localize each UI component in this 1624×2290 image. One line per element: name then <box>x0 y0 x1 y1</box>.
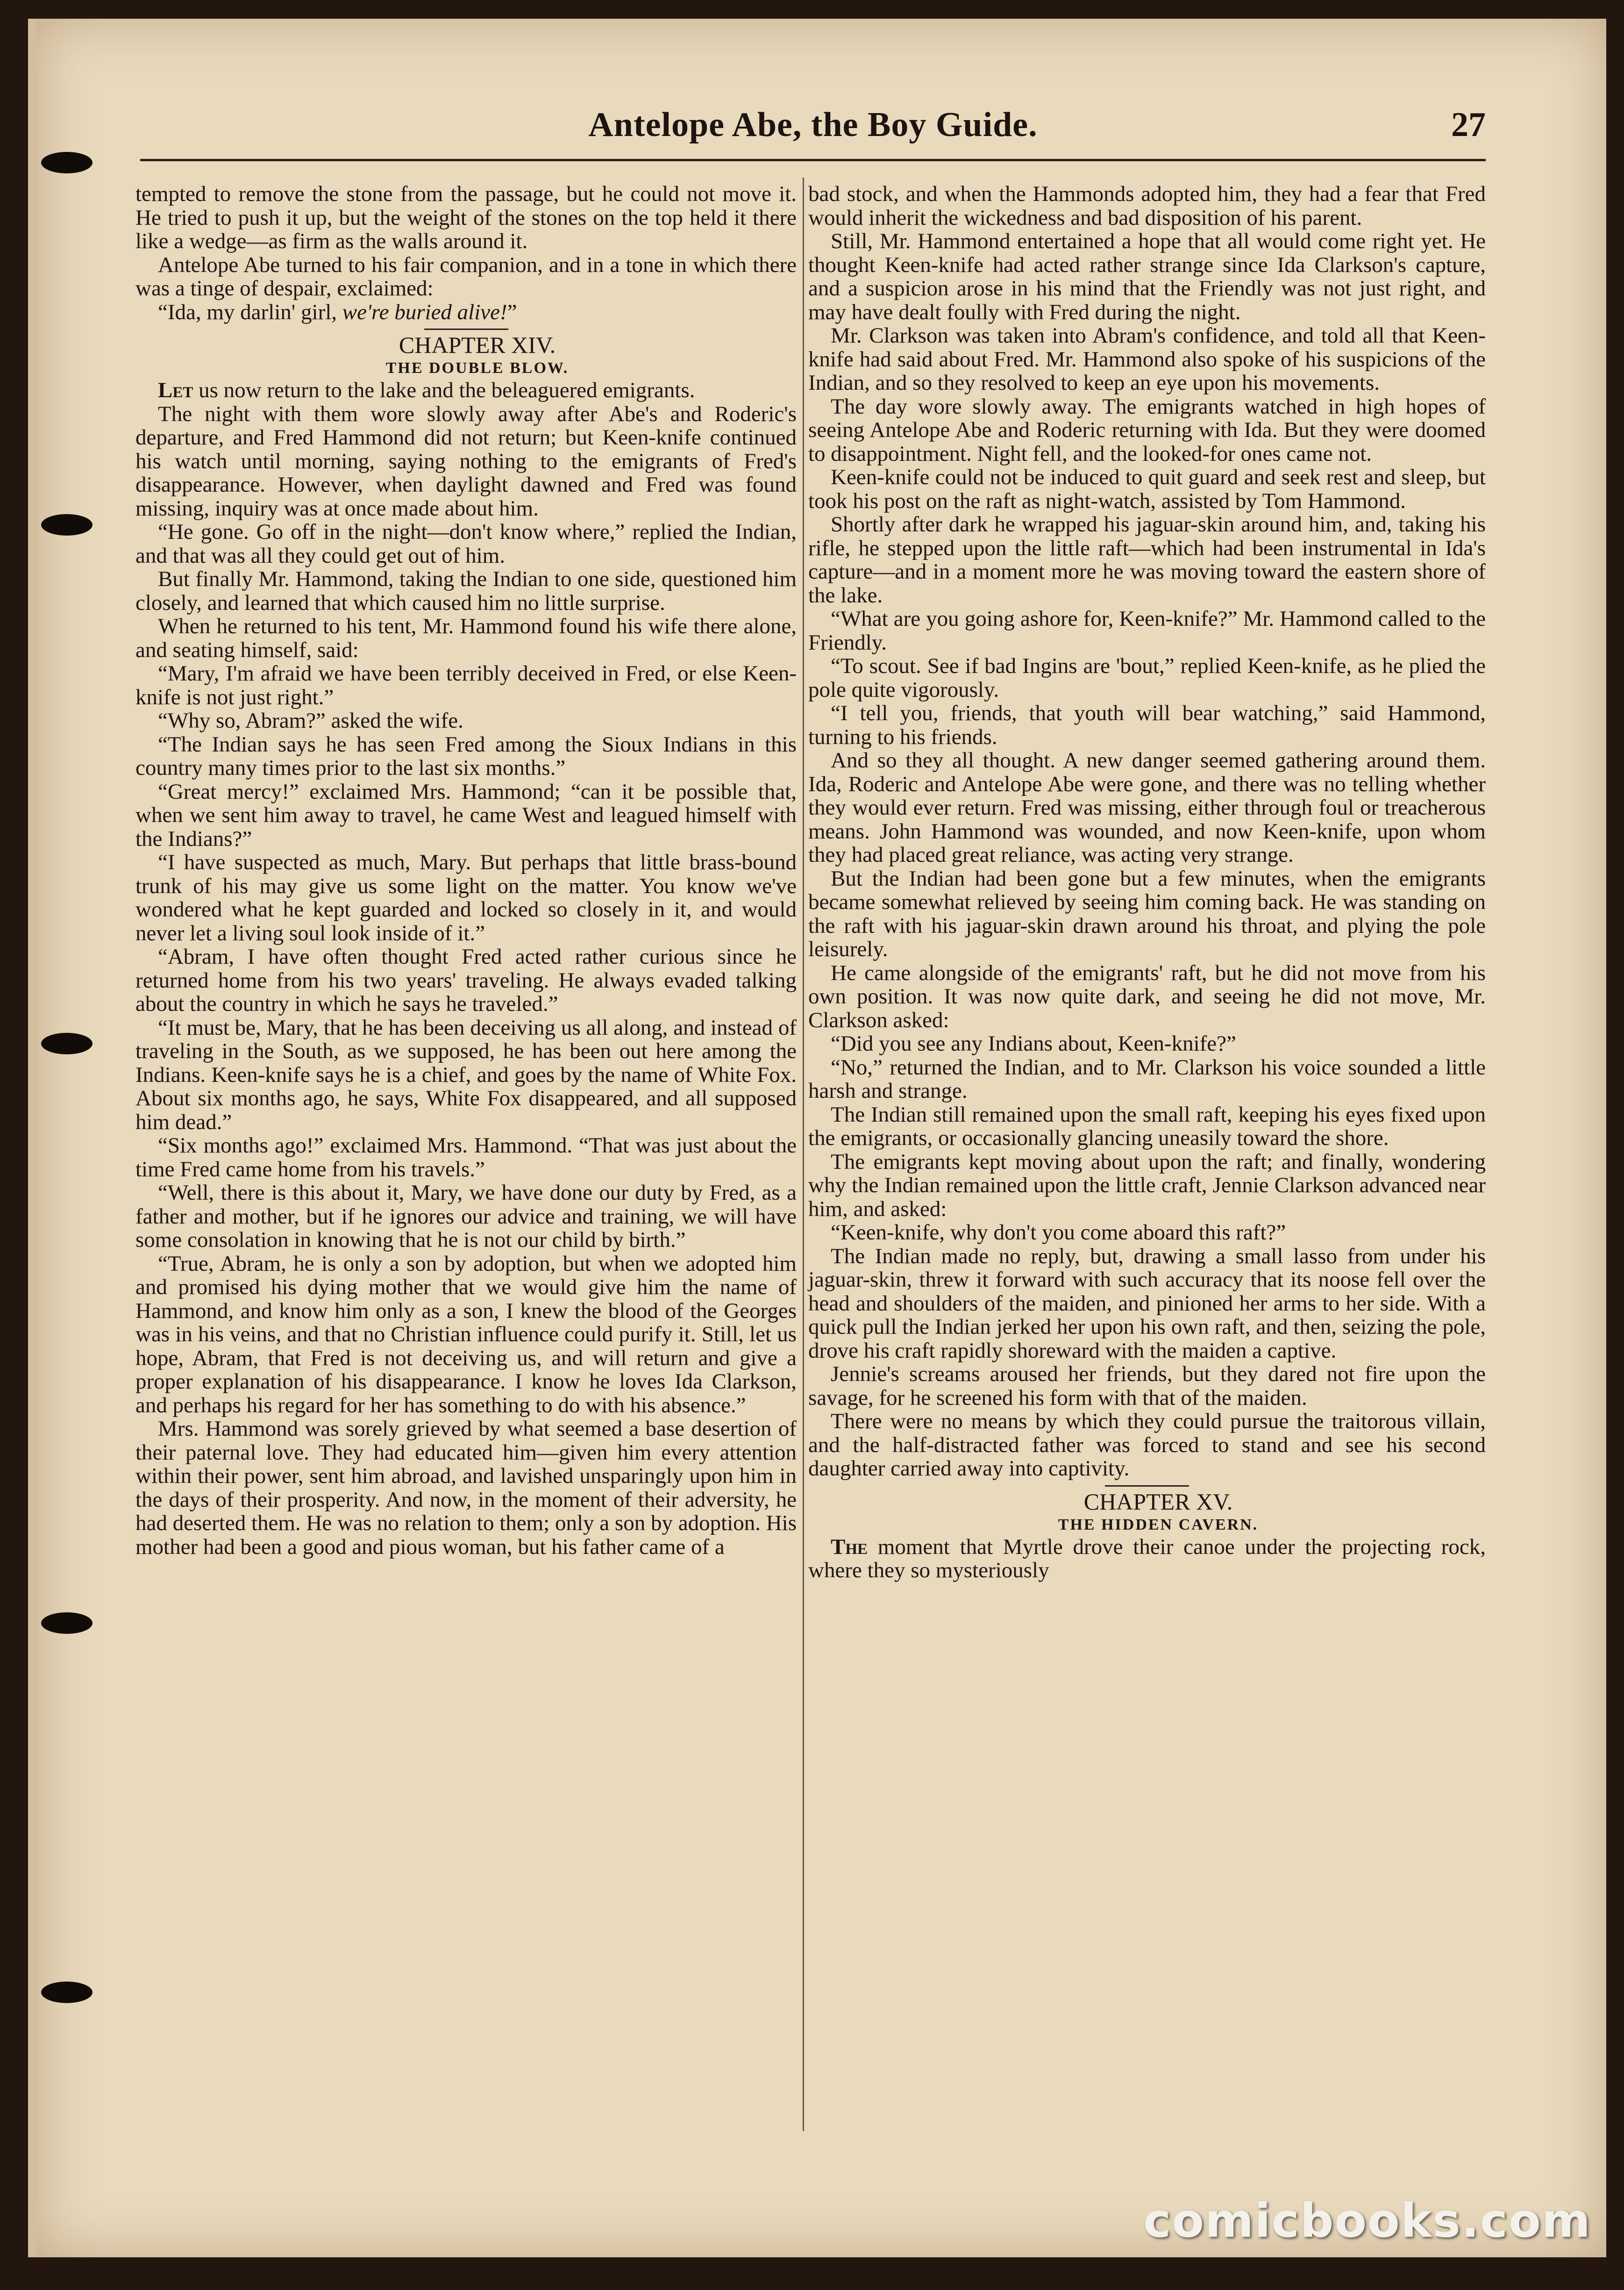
paragraph: “Why so, Abram?” asked the wife. <box>158 708 463 733</box>
paragraph: But the Indian had been gone but a few minutes, when the emigrants became somewhat relieved by seeing him coming back. He was standing on the raft with his jaguar-skin drawn around his throat, and plying the pole leisurely. <box>808 866 1486 961</box>
paragraph: When he returned to his tent, Mr. Hammond found his wife there alone, and seating himself, said: <box>135 614 797 662</box>
chapter-subtitle: THE DOUBLE BLOW. <box>385 359 569 377</box>
paragraph: The Indian still remained upon the small raft, keeping his eyes fixed upon the emigrants, or occasionally glancing uneasily toward the shore. <box>808 1102 1486 1150</box>
binding-hole <box>41 1033 93 1054</box>
paragraph: “Six months ago!” exclaimed Mrs. Hammond. “That was just about the time Fred came home from his travels.” <box>135 1133 797 1181</box>
paragraph: “Well, there is this about it, Mary, we have done our duty by Fred, as a father and mother, but if he ignores our advice and training, we will have some consolation in knowing that he is not our child by birth.” <box>135 1181 797 1252</box>
italic-text: we're buried alive! <box>342 300 507 324</box>
page-number: 27 <box>1451 106 1486 144</box>
paragraph: “To scout. See if bad Ingins are 'bout,” replied Keen-knife, as he plied the pole quite vigorously. <box>808 654 1486 702</box>
running-title: Antelope Abe, the Boy Guide. <box>588 106 1038 144</box>
lead-word: The <box>831 1534 868 1559</box>
paragraph: “He gone. Go off in the night—don't know where,” replied the Indian, and that was all they could get out of him. <box>135 520 797 568</box>
binding-hole <box>41 1612 93 1634</box>
paragraph: “Great mercy!” exclaimed Mrs. Hammond; “can it be possible that, when we sent him away to travel, he came West and leagued himself with the Indians?” <box>135 779 797 851</box>
text-run: ” <box>507 300 517 324</box>
paragraph: “Did you see any Indians about, Keen-knife?” <box>831 1031 1236 1056</box>
watermark: comicbooks.com <box>1143 2193 1591 2248</box>
paragraph: There were no means by which they could pursue the traitorous villain, and the half-distracted father was forced to stand and see his second daughter carried away into captivity. <box>808 1409 1486 1481</box>
paragraph: “No,” returned the Indian, and to Mr. Clarkson his voice sounded a little harsh and strange. <box>808 1055 1486 1103</box>
paragraph <box>135 301 797 324</box>
page-header <box>140 105 1486 157</box>
paragraph: “Abram, I have often thought Fred acted rather curious since he returned home from his two years' traveling. He always evaded talking about the country in which he says he traveled.” <box>135 945 797 1016</box>
paragraph: He came alongside of the emigrants' raft, but he did not move from his own position. It was now quite dark, and seeing he did not move, Mr. Clarkson asked: <box>808 960 1486 1032</box>
chapter-title: CHAPTER XV. <box>1083 1488 1233 1515</box>
paragraph: Still, Mr. Hammond entertained a hope that all would come right yet. He thought Keen-knife had acted rather strange since Ida Clarkson's capture, and a suspicion arose in his mind that the Friendly was not just right, and may have dealt foully with Fred during the night. <box>808 229 1486 324</box>
chapter-rule <box>1105 1485 1189 1487</box>
paragraph: Jennie's screams aroused her friends, but they dared not fire upon the savage, for he screened his form with that of the maiden. <box>808 1362 1486 1410</box>
paragraph: The emigrants kept moving about upon the raft; and finally, wondering why the Indian remained upon the little craft, Jennie Clarkson advanced near him, and asked: <box>808 1149 1486 1221</box>
left-column <box>135 182 797 1559</box>
binding-hole <box>41 514 93 536</box>
lead-word: Let <box>158 378 193 402</box>
header-rule <box>140 159 1486 161</box>
paragraph: “The Indian says he has seen Fred among the Sioux Indians in this country many times prior to the last six months.” <box>135 732 797 780</box>
paragraph: “I tell you, friends, that youth will bear watching,” said Hammond, turning to his friends. <box>808 701 1486 749</box>
right-column <box>808 182 1486 1582</box>
paragraph: The day wore slowly away. The emigrants watched in high hopes of seeing Antelope Abe and Roderic returning with Ida. But they were doomed to disappointment. Night fell, and the looked-for ones came not. <box>808 394 1486 466</box>
paragraph: Mr. Clarkson was taken into Abram's confidence, and told all that Keen-knife had said about Fred. Mr. Hammond also spoke of his suspicions of the Indian, and so they resolved to keep an eye upon his movements. <box>808 323 1486 395</box>
chapter-subtitle: THE HIDDEN CAVERN. <box>1058 1516 1259 1533</box>
paragraph: The Indian made no reply, but, drawing a small lasso from under his jaguar-skin, threw it forward with such accuracy that its noose fell over the head and shoulders of the maiden, and pinioned her arms to her side. With a quick pull the Indian jerked her upon his own raft, and then, seizing the pole, drove his craft rapidly shoreward with the maiden a captive. <box>808 1244 1486 1363</box>
text-run: moment that Myrtle drove their canoe under the projecting rock, where they so mysteriously <box>808 1534 1486 1582</box>
text-run: us now return to the lake and the beleaguered emigrants. <box>193 378 695 402</box>
chapter-rule <box>424 329 508 330</box>
paragraph: “Keen-knife, why don't you come aboard this raft?” <box>831 1220 1286 1245</box>
text-run: “Ida, my darlin' girl, <box>158 300 342 324</box>
paragraph <box>135 379 797 402</box>
paragraph: And so they all thought. A new danger seemed gathering around them. Ida, Roderic and Antelope Abe were gone, and there was no telling whether they would ever return. Fred was missing, either through foul or treacherous means. John Hammond was wounded, and now Keen-knife, upon whom they had placed great reliance, was acting very strange. <box>808 748 1486 867</box>
binding-hole <box>41 1982 93 2003</box>
paragraph: Antelope Abe turned to his fair companion, and in a tone in which there was a tinge of despair, exclaimed: <box>135 252 797 301</box>
chapter-title: CHAPTER XIV. <box>399 332 556 358</box>
paragraph <box>808 1535 1486 1582</box>
paragraph: The night with them wore slowly away after Abe's and Roderic's departure, and Fred Hammond did not return; but Keen-knife continued his watch until morning, saying nothing to the emigrants of Fred's disappearance. However, when daylight dawned and Fred was found missing, inquiry was at once made about him. <box>135 401 797 521</box>
paragraph: “It must be, Mary, that he has been deceiving us all along, and instead of traveling in the South, as we supposed, he has been out here among the Indians. Keen-knife says he is a chief, and goes by the name of White Fox. About six months ago, he says, White Fox disappeared, and all supposed him dead.” <box>135 1015 797 1134</box>
paragraph: Mrs. Hammond was sorely grieved by what seemed a base desertion of their paternal love. They had educated him—given him every attention within their power, sent him abroad, and lavished unsparingly upon him in the days of their prosperity. And now, in the moment of their adversity, he had deserted them. He was no relation to them; only a son by adoption. His mother had been a good and pious woman, but his father came of a <box>135 1417 797 1559</box>
paragraph: bad stock, and when the Hammonds adopted him, they had a fear that Fred would inherit the wickedness and bad disposition of his parent. <box>808 182 1486 230</box>
paragraph: But finally Mr. Hammond, taking the Indian to one side, questioned him closely, and learned that which caused him no little surprise. <box>135 567 797 615</box>
paragraph: “I have suspected as much, Mary. But perhaps that little brass-bound trunk of his may give us some light on the matter. You know we've wondered what he kept guarded and locked so closely in it, and would never let a living soul look inside of it.” <box>135 850 797 945</box>
paragraph: Keen-knife could not be induced to quit guard and seek rest and sleep, but took his post on the raft as night-watch, assisted by Tom Hammond. <box>808 465 1486 513</box>
paragraph: Shortly after dark he wrapped his jaguar-skin around him, and, taking his rifle, he stepped upon the little raft—which had been instrumental in Ida's capture—and in a moment more he was moving toward the eastern shore of the lake. <box>808 512 1486 608</box>
column-divider <box>803 178 804 2131</box>
paragraph: “True, Abram, he is only a son by adoption, but when we adopted him and promised his dying mother that we would give him the name of Hammond, and know him only as a son, I knew the blood of the Georges was in his veins, and that no Christian influence could purify it. Still, let us hope, Abram, that Fred is not deceiving us, and will return and give a proper explanation of his disappearance. I know he loves Ida Clarkson, and perhaps his regard for her has something to do with his absence.” <box>135 1251 797 1417</box>
paragraph: “Mary, I'm afraid we have been terribly deceived in Fred, or else Keen-knife is not just right.” <box>135 661 797 709</box>
paragraph: “What are you going ashore for, Keen-knife?” Mr. Hammond called to the Friendly. <box>808 607 1486 655</box>
binding-hole <box>41 152 93 173</box>
paragraph: tempted to remove the stone from the passage, but he could not move it. He tried to push it up, but the weight of the stones on the top held it there like a wedge—as firm as the walls around it. <box>135 182 797 253</box>
